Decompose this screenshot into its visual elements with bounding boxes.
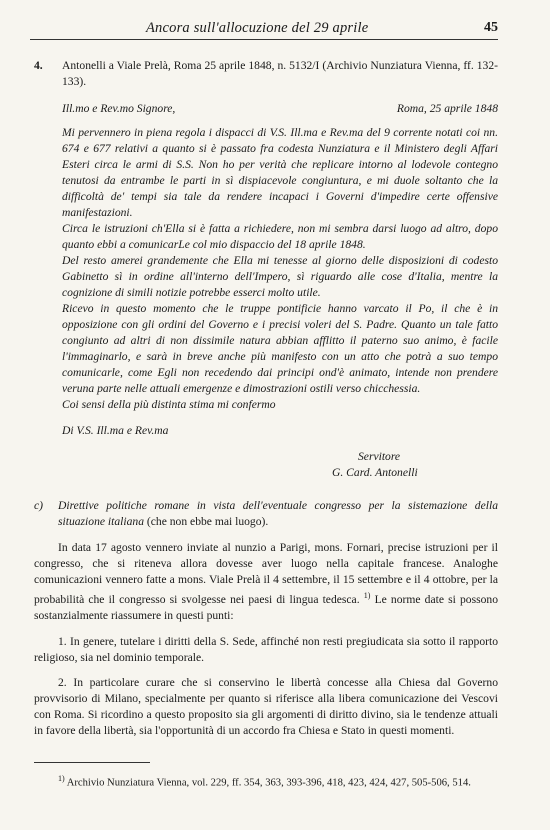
list-point: 2. In particolare curare che si conservino le libertà concesse alla Chiesa dal Governo provvisorio di Milano, specialmente per quanto si riferisce alla libera comunicazione dei Vescovi con Roma. Si ricordino a questo proposito sia gli argomenti di diritto divino, sia le tendenze attuali in favore della libertà, sia l'opportunità di un accordo fra Chiesa e Stato in questi momenti. xyxy=(34,675,498,737)
footnote xyxy=(34,771,498,792)
footnote-rule xyxy=(34,762,150,763)
section-letter: c) xyxy=(34,499,44,512)
salutation: Ill.mo e Rev.mo Signore, xyxy=(62,102,176,115)
section-intro-tail: Le norme date si possono sostanzialmente riassumere in questi punti: xyxy=(34,592,498,622)
section-intro: In data 17 agosto vennero inviate al nunzio a Parigi, mons. Fornari, precise istruzioni per il congresso, che si riteneva allora dovesse aver luogo nella capitale francese. Analoghe comunicazioni vennero fatte a mons. Viale Prelà il 4 settembre, il 15 settembre e il 4 ottobre, per la probabilità che il congresso si svolgesse nei paesi di lingua tedesca. xyxy=(34,541,498,606)
signature-title: Servitore xyxy=(358,450,401,463)
letter-date: Roma, 25 aprile 1848 xyxy=(396,102,498,115)
header-rule xyxy=(30,39,498,40)
letter-paragraph: Circa le istruzioni ch'Ella si è fatta a richiedere, non mi sembra darsi luogo ad altro, dopo quanto ebbi a comunicarLe col mio dispaccio del 18 aprile 1848. xyxy=(62,222,498,251)
running-title: Ancora sull'allocuzione del 29 aprile xyxy=(146,20,369,36)
letter-paragraph: Mi pervennero in piena regola i dispacci di V.S. Ill.ma e Rev.ma del 9 corrente notati coi nn. 674 e 677 relativi a quanto si è passato fra codesta Nunziatura e il Ministero degli Affari Esteri circa le armi di S.S. Non ho per verità che replicare intorno al lodevole contegno tenutosi da entrambe le parti in sì dispiacevole congiuntura, e mi duole soltanto che la difficoltà de' tempi sia tale da rendere incapaci i Governi d'impedire certe offensive manifestazioni. xyxy=(62,126,498,219)
letter-paragraph: Del resto amerei grandemente che Ella mi tenesse al giorno delle disposizioni di codesto Gabinetto sì in ordine all'interno dell'Impero, sì riguardo alle cose d'Italia, mentre la cognizione di simili notizie potrebbe esserci molto utile. xyxy=(62,254,498,299)
section-title: Direttive politiche romane in vista dell'eventuale congresso per la sistemazione della situazione italiana xyxy=(58,499,498,528)
closing-addressee: Di V.S. Ill.ma e Rev.ma xyxy=(62,424,169,437)
document-number: 4. xyxy=(34,59,43,72)
page-number: 45 xyxy=(484,20,498,35)
footnote-text: Archivio Nunziatura Vienna, vol. 229, ff. 354, 363, 393-396, 418, 423, 424, 427, 505-506, 514. xyxy=(66,777,471,789)
salutation-line xyxy=(62,101,498,117)
document-heading-text: Antonelli a Viale Prelà, Roma 25 aprile 1848, n. 5132/I (Archivio Nunziatura Vienna, ff. 132-133). xyxy=(62,59,498,88)
signature-block xyxy=(34,449,498,483)
section-title-note: (che non ebbe mai luogo). xyxy=(146,515,269,528)
page-body xyxy=(34,58,498,748)
section-heading xyxy=(34,498,498,530)
letter-body xyxy=(34,125,498,413)
letter-closing: Coi sensi della più distinta stima mi confermo xyxy=(62,398,276,411)
footnote-reference: 1) xyxy=(363,591,371,600)
page-header xyxy=(0,20,550,40)
footnote-mark: 1) xyxy=(58,774,65,783)
signature-name: G. Card. Antonelli xyxy=(332,466,418,479)
document-heading xyxy=(34,58,498,90)
list-point: 1. In genere, tutelare i diritti della S. Sede, affinché non resti pregiudicata sia sotto il rapporto religioso, sia nel dominio temporale. xyxy=(34,634,498,664)
section-intro-paragraph xyxy=(34,540,498,624)
letter-paragraph: Ricevo in questo momento che le truppe pontificie hanno varcato il Po, il che è in opposizione con gli ordini del Governo e i precisi voleri del S. Padre. Quanto un tale fatto congiunto ad altri di non dissimile natura abbian afflitto il paterno suo animo, è facile l'immaginarlo, e sarà in breve anche più manifesto con un atto che potrà a suo tempo comunicarle, come Egli non recedendo dai principi ond'è animato, intende non prendere veruna parte nelle attuali emergenze e dimostrazioni ostili verso chicchessia. xyxy=(62,302,498,395)
